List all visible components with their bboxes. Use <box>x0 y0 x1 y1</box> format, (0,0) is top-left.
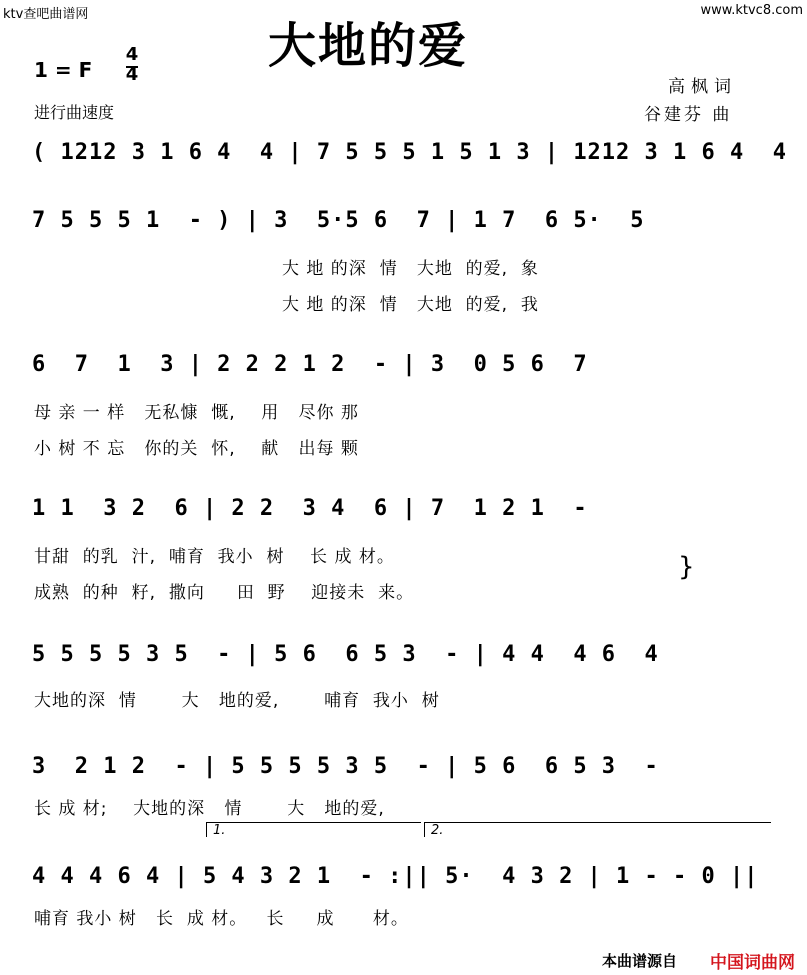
lyric-verse-1: 母 亲 一 样 无私慷 慨, 用 尽你 那 <box>34 403 359 423</box>
lyric-verse-1: 甘甜 的乳 汁, 哺育 我小 树 长 成 材。 <box>34 547 395 567</box>
lyricist-credit: 高枫词 <box>668 77 737 97</box>
notes-line: 5 5 5 5 3 5 - | 5 6 6 5 3 - | 4 4 4 6 4 <box>32 642 659 667</box>
footer-source-text: 本曲谱源自 <box>602 952 678 970</box>
time-signature-bottom: 4 <box>125 64 139 85</box>
notes-line: 7 5 5 5 1 - ) | 3 5·5 6 7 | 1 7 6 5· 5 <box>32 208 645 233</box>
watermark-left: ktv查吧曲谱网 <box>3 7 89 22</box>
lyric-verse-1: 大 地 的深 情 大地 的爱, 象 <box>282 259 539 279</box>
footer-source-site[interactable]: 中国词曲网 <box>710 953 795 973</box>
watermark-right: www.ktvc8.com <box>700 3 803 18</box>
notes-line: 3 2 1 2 - | 5 5 5 5 3 5 - | 5 6 6 5 3 - <box>32 754 659 779</box>
song-title: 大地的爱 <box>268 18 469 74</box>
lyric-verse-2: 大 地 的深 情 大地 的爱, 我 <box>282 295 539 315</box>
notes-line: 1 1 3 2 6 | 2 2 3 4 6 | 7 1 2 1 - <box>32 496 588 521</box>
key-signature: 1 = F <box>34 58 93 82</box>
lyric-verse-1: 大地的深 情 大 地的爱, 哺育 我小 树 <box>34 691 440 711</box>
lyric-verse-1: 长 成 材; 大地的深 情 大 地的爱, <box>34 799 385 819</box>
lyric-verse-2: 小 树 不 忘 你的关 怀, 献 出每 颗 <box>34 439 359 459</box>
time-signature-top: 4 <box>125 44 139 65</box>
lyric-verse-1: 哺育 我小 树 长 成 材。 长 成 材。 <box>34 909 409 929</box>
notes-line: 6 7 1 3 | 2 2 2 1 2 - | 3 0 5 6 7 <box>32 352 588 377</box>
composer-credit: 谷建芬 曲 <box>644 105 733 125</box>
notes-line: 4 4 4 6 4 | 5 4 3 2 1 - :|| 5· 4 3 2 | 1 - - 0 || <box>32 864 759 889</box>
tempo-marking: 进行曲速度 <box>34 103 115 122</box>
first-ending-bracket: 1. <box>206 822 421 837</box>
verse-brace: } <box>678 552 695 582</box>
notes-line: ( 1212 3 1 6 4 4 | 7 5 5 5 1 5 1 3 | 1212 3 1 6 4 4 <box>32 140 787 165</box>
second-ending-bracket: 2. <box>424 822 771 837</box>
lyric-verse-2: 成熟 的种 籽, 撒向 田 野 迎接未 来。 <box>34 583 415 603</box>
